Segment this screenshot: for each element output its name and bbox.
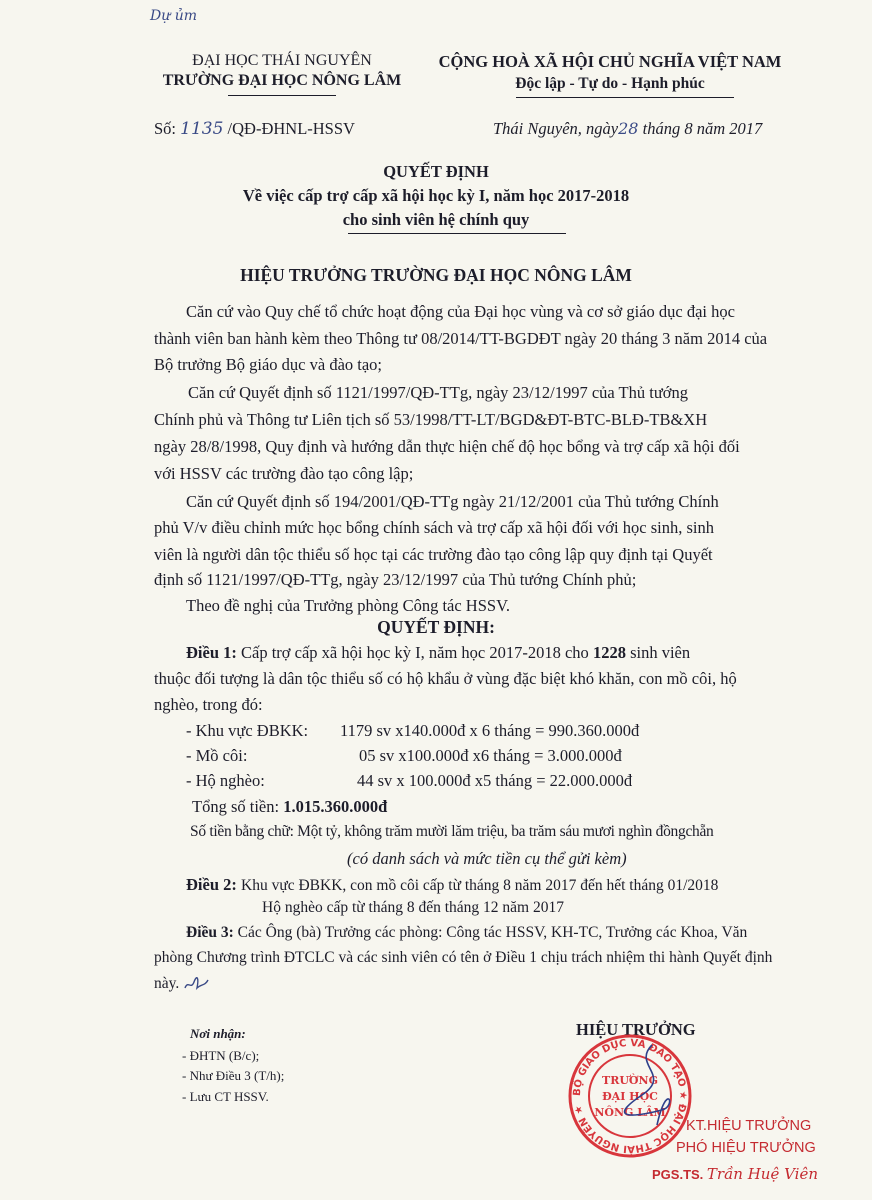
preamble-3-line-3: viên là người dân tộc thiểu số học tại các trường đào tạo công lập quy định tại Quyết [154, 545, 713, 564]
university-name: ĐẠI HỌC THÁI NGUYÊN [192, 52, 372, 69]
school-name: TRƯỜNG ĐẠI HỌC NÔNG LÂM [162, 72, 402, 89]
amount-in-words: Số tiền bằng chữ: Một tỷ, không trăm mười lăm triệu, ba trăm sáu mươi nghìn đồngchẵn [190, 823, 714, 840]
recipient-3: - Lưu CT HSSV. [182, 1089, 269, 1104]
allocation-2-label: - Mồ côi: [186, 746, 248, 765]
doc-date: Thái Nguyên, ngày28 tháng 8 năm 2017 [493, 119, 763, 138]
preamble-4: Theo đề nghị của Trưởng phòng Công tác HSSV. [186, 596, 510, 615]
svg-text:BỘ GIÁO DỤC VÀ ĐÀO TẠO ★ ĐẠI H: BỘ GIÁO DỤC VÀ ĐÀO TẠO ★ ĐẠI HỌC THÁI NGUYÊN ★ [571, 1037, 689, 1155]
svg-text:ĐẠI HỌC: ĐẠI HỌC [602, 1090, 658, 1103]
doc-title: QUYẾT ĐỊNH [383, 162, 489, 181]
article-1-line-3: nghèo, trong đó: [154, 695, 263, 714]
preamble-3-line-2: phủ V/v điều chỉnh mức học bổng chính sách và trợ cấp xã hội đối với học sinh, sinh [154, 518, 714, 537]
svg-text:NÔNG LÂM: NÔNG LÂM [594, 1106, 666, 1119]
recipient-2: - Như Điều 3 (T/h); [182, 1068, 285, 1083]
article-3-line-3: này. [154, 975, 209, 993]
allocation-1-label: - Khu vực ĐBKK: [186, 721, 309, 740]
preamble-2-line-1: Căn cứ Quyết định số 1121/1997/QĐ-TTg, ngày 23/12/1997 của Thủ tướng [188, 383, 689, 402]
deputy-line-2: PHÓ HIỆU TRƯỞNG [676, 1140, 816, 1156]
preamble-1-line-1: Căn cứ vào Quy chế tổ chức hoạt động của Đại học vùng và cơ sở giáo dục đại học [186, 302, 735, 321]
preamble-1-line-2: thành viên ban hành kèm theo Thông tư 08/2014/TT-BGDĐT ngày 20 tháng 3 năm 2014 của [154, 329, 768, 348]
article-1-line-1: Điều 1: Cấp trợ cấp xã hội học kỳ I, năm học 2017-2018 cho 1228 sinh viên [186, 643, 691, 662]
allocation-1-calc: 1179 sv x140.000đ x 6 tháng = 990.360.000đ [340, 721, 640, 740]
article-2-line-1: Điều 2: Khu vực ĐBKK, con mồ côi cấp từ tháng 8 năm 2017 đến hết tháng 01/2018 [186, 875, 719, 894]
motto: Độc lập - Tự do - Hạnh phúc [515, 75, 705, 92]
country-name: CỘNG HOÀ XÃ HỘI CHỦ NGHĨA VIỆT NAM [438, 52, 782, 71]
article-1-line-2: thuộc đối tượng là dân tộc thiểu số có hộ khẩu ở vùng đặc biệt khó khăn, con mồ côi, hộ [154, 669, 737, 688]
signer-title: HIỆU TRƯỞNG [576, 1020, 696, 1039]
allocation-3-calc: 44 sv x 100.000đ x5 tháng = 22.000.000đ [357, 771, 633, 790]
svg-text:TRƯỜNG: TRƯỜNG [602, 1074, 658, 1087]
total-amount: Tổng số tiền: 1.015.360.000đ [192, 797, 388, 816]
article-3-line-2: phòng Chương trình ĐTCLC và các sinh viên có tên ở Điều 1 chịu trách nhiệm thi hành Quyết định [154, 949, 773, 966]
list-note: (có danh sách và mức tiền cụ thể gửi kèm) [347, 849, 627, 868]
article-3-line-1: Điều 3: Các Ông (bà) Trưởng các phòng: Công tác HSSV, KH-TC, Trưởng các Khoa, Văn [186, 924, 748, 941]
preamble-3-line-1: Căn cứ Quyết định số 194/2001/QĐ-TTg ngày 21/12/2001 của Thủ tướng Chính [186, 492, 719, 511]
doc-subtitle-2: cho sinh viên hệ chính quy [342, 210, 530, 229]
handwritten-note: Dự ủm [150, 8, 197, 24]
doc-number: Số: 1135 /QĐ-ĐHNL-HSSV [154, 119, 355, 139]
preamble-2-line-4: với HSSV các trường đào tạo công lập; [154, 464, 414, 483]
doc-subtitle: Về việc cấp trợ cấp xã hội học kỳ I, năm học 2017-2018 [242, 186, 630, 205]
authority-title: HIỆU TRƯỞNG TRƯỜNG ĐẠI HỌC NÔNG LÂM [240, 265, 632, 285]
preamble-1-line-3: Bộ trưởng Bộ giáo dục và đào tạo; [154, 355, 383, 374]
deputy-line-1: KT.HIỆU TRƯỞNG [686, 1118, 812, 1134]
recipients-title: Nơi nhận: [190, 1026, 246, 1041]
recipient-1: - ĐHTN (B/c); [182, 1048, 260, 1063]
signature-scribble [612, 1040, 692, 1130]
preamble-3-line-4: định số 1121/1997/QĐ-TTg, ngày 23/12/1997 của Thủ tướng Chính phủ; [154, 570, 637, 589]
preamble-2-line-2: Chính phủ và Thông tư Liên tịch số 53/1998/TT-LT/BGD&ĐT-BTC-BLĐ-TB&XH [154, 410, 708, 429]
preamble-2-line-3: ngày 28/8/1998, Quy định và hướng dẫn thực hiện chế độ học bổng và trợ cấp xã hội đối [154, 437, 740, 456]
article-2-line-2: Hộ nghèo cấp từ tháng 8 đến tháng 12 năm 2017 [262, 899, 564, 916]
doc-number-handwritten: 1135 [180, 119, 224, 139]
allocation-2-calc: 05 sv x100.000đ x6 tháng = 3.000.000đ [359, 746, 622, 765]
initials-mark [183, 976, 209, 992]
signer-name: PGS.TS. Trần Huệ Viên [652, 1165, 819, 1183]
allocation-3-label: - Hộ nghèo: [186, 771, 265, 790]
decision-heading: QUYẾT ĐỊNH: [377, 617, 495, 637]
